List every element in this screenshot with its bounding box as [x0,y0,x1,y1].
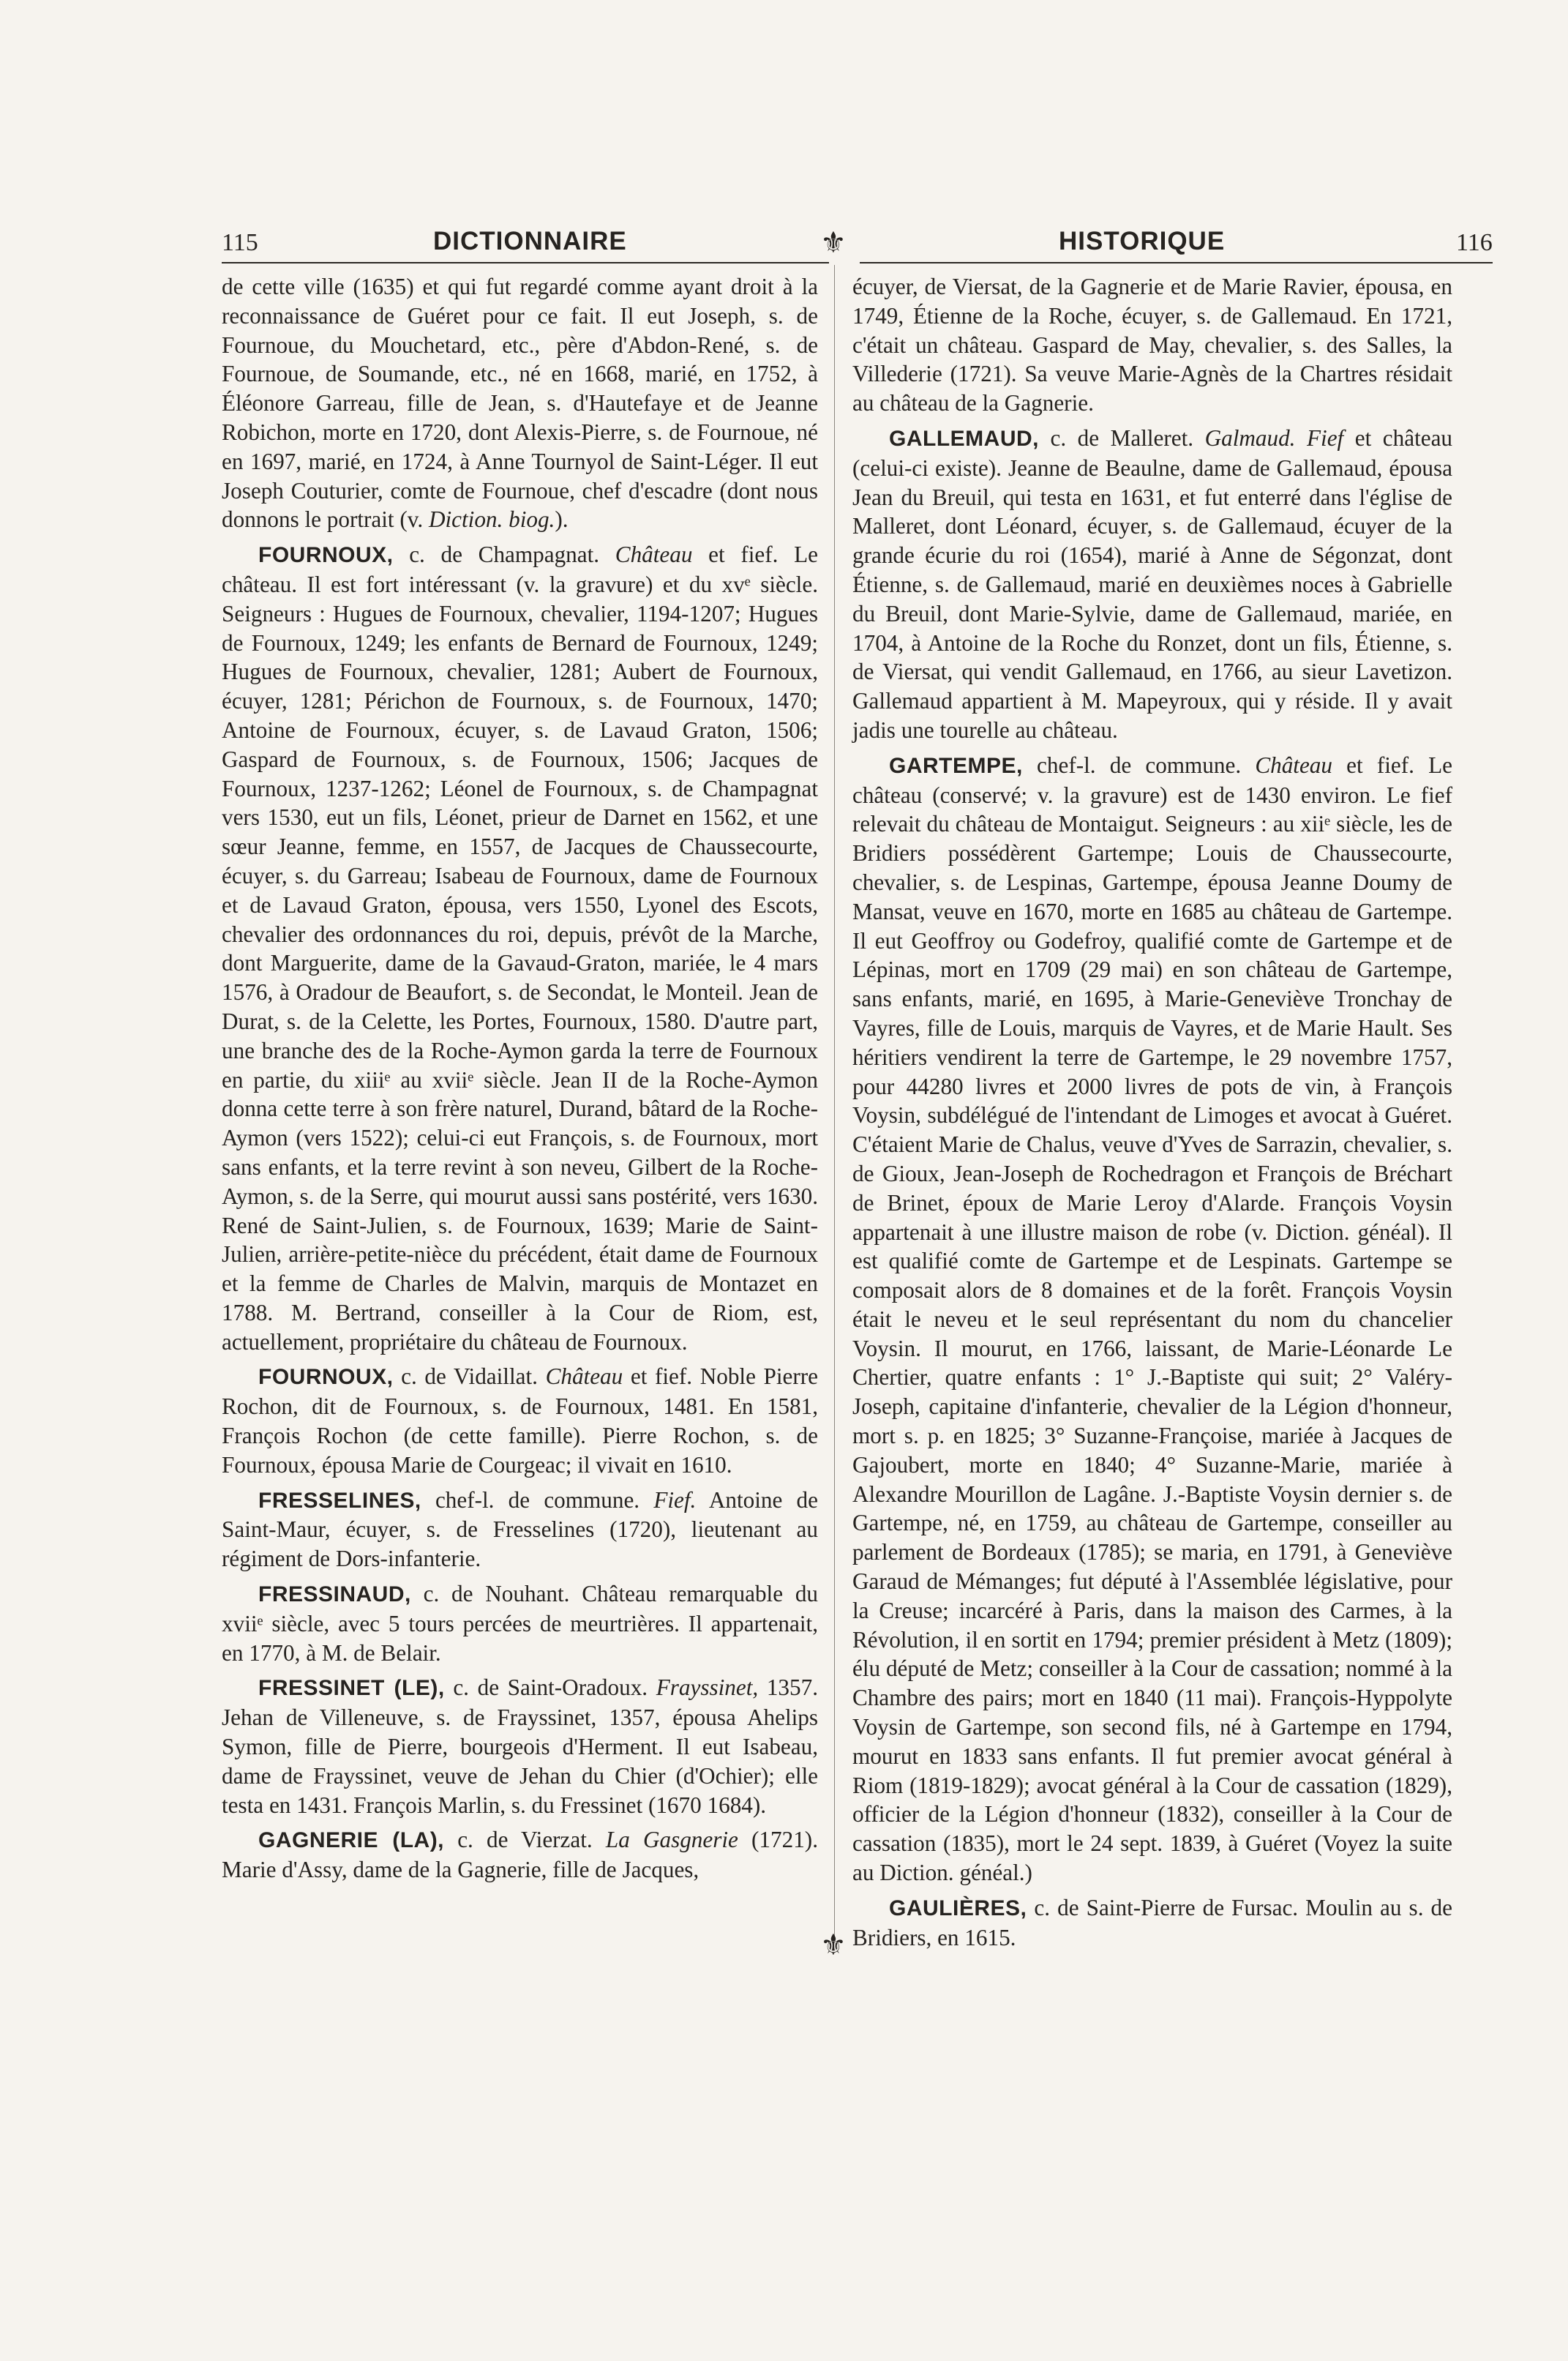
entry-text: chef-l. de commune. [435,1486,654,1513]
dictionary-entry [852,751,1452,1887]
entry-headword: FRESSINET (LE), [258,1676,445,1701]
dictionary-entry [222,540,818,1356]
entry-text-continued: ). [555,506,569,533]
entry-italic-term: Château [1255,752,1332,778]
dictionary-entry [852,424,1452,745]
entry-text-continued: et fief. Le château (conservé; v. la gravure) est de 1430 environ. Le fief relevait du château de Montaigut. Seigneurs : au xiiᵉ siècle, les de Bridiers possédèrent Gartempe; Louis de Chaussecourte, chevalier, s. de Lespinas, Gartempe, épousa Jeanne Doumy de Mansat, veuve en 1670, morte en 1685 au château de Gartempe. Il eut Geoffroy ou Godefroy, qualifié comte de Gartempe et de Lépinas, mort en 1709 (29 mai) en son château de Gartempe, sans enfants, marié, en 1695, à Marie-Geneviève Tronchay de Vayres, fille de Louis, marquis de Vayres, et de Marie Hault. Ses héritiers vendirent la terre de Gartempe, le 29 novembre 1757, pour 44280 livres et 2000 livres de pots de vin, à François Voysin, subdélégué de l'intendant de Limoges et avocat à Guéret. C'étaient Marie de Chalus, veuve d'Yves de Sarrazin, chevalier, s. de Gioux, Jean-Joseph de Rochedragon et François de Bréchart de Brinet, époux de Marie Leroy d'Alarde. François Voysin appartenait à une illustre maison de robe (v. Diction. généal). Il est qualifié comte de Gartempe et de Lespinats. Gartempe se composait alors de 8 domaines et de la forêt. François Voysin était le neveu et le seul représentant du nom du chancelier Voysin. Il mourut, en 1766, laissant, de Marie-Léonarde Le Chertier, quatre enfants : 1° J.-Baptiste qui suit; 2° Valéry-Joseph, capitaine d'infanterie, chevalier de la Légion d'honneur, mort s. p. en 1825; 3° Suzanne-Françoise, mariée à Jacques de Gajoubert, morte en 1840; 4° Suzanne-Marie, mariée à Alexandre Mourillon de Lagâne. J.-Baptiste Voysin dernier s. de Gartempe, né, en 1759, au château de Gartempe, conseiller au parlement de Bordeaux (1785); se maria, en 1791, à Geneviève Garaud de Mémanges; fut député à l'Assemblée législative, pour la Creuse; incarcéré à Paris, dans la maison des Carmes, à la Révolution, il en sortit en 1794; premier président à Metz (1809); élu député de Metz; conseiller à la Cour de cassation; nommé à la Chambre des pairs; mort en 1840 (11 mai). François-Hyppolyte Voysin de Gartempe, son second fils, né à Gartempe en 1794, mourut en 1833 sans enfants. Il fut premier avocat général à Riom (1819-1829); avocat général à la Cour de cassation (1829), officier de la Légion d'honneur (1832), conseiller à la Cour de cassation (1835), mort le 24 sept. 1839, à Guéret (Voyez la suite au Diction. généal.) [852,752,1453,1886]
entry-text: c. de Nouhant. Château remarquable du xviiᵉ siècle, avec 5 tours percées de meurtrières. Il appartenait, en 1770, à M. de Belair. [222,1581,819,1666]
entry-text: c. de Champagnat. [409,542,615,568]
entry-text: de cette ville (1635) et qui fut regardé comme ayant droit à la reconnaissance de Guéret pour ce fait. Il eut Joseph, s. de Fournoue, du Mouchetard, etc., père d'Abdon-René, s. de Fournoue, de Soumande, etc., né en 1668, marié, en 1752, à Éléonore Garreau, fille de Jean, s. d'Hautefaye et de Jeanne Robichon, morte en 1720, dont Alexis-Pierre, s. de Fournoue, né en 1697, marié, en 1724, à Anne Tournyol de Saint-Léger. Il eut Joseph Couturier, comte de Fournoue, chef d'escadre (dont nous donnons le portrait (v. [222,274,818,533]
entry-headword: GAGNERIE (LA), [258,1828,445,1853]
entry-headword: GAULIÈRES, [889,1896,1027,1920]
entry-text-continued: et fief. Le château. Il est fort intéressant (v. la gravure) et du xvᵉ siècle. Seigneurs : Hugues de Fournoux, chevalier, 1194-1207; Hugues de Fournoux, 1249; les enfants de Bernard de Fournoux, 1249; Hugues de Fournoux, chevalier, 1281; Aubert de Fournoux, écuyer, 1281; Périchon de Fournoux, s. de Fournoux, 1470; Antoine de Fournoux, écuyer, s. de Lavaud Graton, 1506; Gaspard de Fournoux, s. de Fournoux, 1506; Jacques de Fournoux, 1237-1262; Léonel de Fournoux, s. de Champagnat vers 1530, eut un fils, Léonet, prieur de Darnet en 1562, et une sœur Jeanne, femme, en 1557, de Jacques de Chaussecourte, écuyer, s. du Garreau; Isabeau de Fournoux, dame de Fournoux et de Lavaud Graton, épousa, vers 1550, Lyonel des Escots, chevalier des ordonnances du roi, depuis, prévôt de la Marche, dont Marguerite, dame de la Gavaud-Graton, mariée, le 4 mars 1576, à Oradour de Beaufort, s. de Secondat, le Monteil. Jean de Durat, s. de la Celette, les Portes, Fournoux, 1580. D'autre part, une branche des de la Roche-Aymon garda la terre de Fournoux en partie, du xiiiᵉ au xviiᵉ siècle. Jean II de la Roche-Aymon donna cette terre à son frère naturel, Durand, bâtard de la Roche-Aymon (vers 1522); celui-ci eut François, s. de Fournoux, mort sans enfants, et la terre revint à son neveu, Gilbert de la Roche-Aymon, s. de la Serre, qui mourut aussi sans postérité, vers 1630. René de Saint-Julien, s. de Fournoux, 1639; Marie de Saint-Julien, arrière-petite-nièce du précédent, était dame de Fournoux et la femme de Charles de Malvin, marquis de Montazet en 1788. M. Bertrand, conseiller à la Cour de Riom, est, actuellement, propriétaire du château de Fournoux. [222,542,818,1355]
column-divider [834,265,835,1941]
entry-italic-term: Château [545,1363,623,1390]
entry-continuation [852,272,1452,418]
entry-headword: FOURNOUX, [258,1365,394,1390]
entry-text: chef-l. de commune. [1037,752,1256,778]
running-title-right: HISTORIQUE [1059,227,1226,255]
header-rule-right [860,262,1493,263]
entry-text-continued: et château (celui-ci existe). Jeanne de Beaulne, dame de Gallemaud, épousa Jean du Breuil, qui testa en 1631, et fut enterré dans l'église de Malleret, dont Léonard, écuyer, s. de Gallemaud, écuyer de la grande écurie du roi (1654), marié à Anne de Ségonzat, dont Étienne, s. de Gallemaud, marié en deuxièmes noces à Gabrielle du Breuil, dont Marie-Sylvie, dame de Gallemaud, mariée, en 1704, à Antoine de la Roche du Ronzet, dont un fils, Étienne, s. de Viersat, qui vendit Gallemaud, en 1766, au sieur Lavetizon. Gallemaud appartient à M. Mapeyroux, qui y réside. Il y avait jadis une tourelle au château. [852,424,1453,743]
entry-italic-term: Château [615,542,693,568]
entry-text-continued: (1721). Marie d'Assy, dame de la Gagnerie, fille de Jacques, [222,1827,818,1883]
dictionary-entry [222,1579,818,1667]
entry-continuation [222,272,818,534]
dictionary-entry [222,1486,818,1574]
page-number-right: 116 [1456,229,1493,256]
entry-text-continued: Antoine de Saint-Maur, écuyer, s. de Fresselines (1720), lieutenant au régiment de Dors-infanterie. [222,1486,818,1572]
page-number-left: 115 [222,229,258,256]
fleur-de-lis-icon: ⚜ [820,226,847,259]
entry-italic-term: La Gasgnerie [605,1827,738,1853]
entry-headword: FRESSELINES, [258,1488,421,1513]
entry-italic-term: Diction. biog. [428,506,555,533]
fleur-de-lis-icon: ⚜ [820,1928,847,1961]
entry-italic-term: Galmaud. Fief [1204,424,1344,451]
dictionary-entry [222,1673,818,1819]
entry-headword: FRESSINAUD, [258,1582,411,1607]
entry-text-continued: 1357. Jehan de Villeneuve, s. de Frayssinet, 1357, épousa Ahelips Symon, fille de Pierre, bourgeois d'Herment. Il eut Isabeau, dame de Frayssinet, veuve de Jehan du Chier (d'Ochier); elle testa en 1431. François Marlin, s. du Fressinet (1670 1684). [222,1675,819,1818]
entry-text: c. de Vidaillat. [401,1363,546,1390]
entry-text: c. de Vierzat. [457,1827,606,1853]
entry-text: c. de Malleret. [1050,424,1205,451]
entry-text-continued: et fief. Noble Pierre Rochon, dit de Fournoux, s. de Fournoux, 1481. En 1581, François Rochon (de cette famille). Pierre Rochon, s. de Fournoux, épousa Marie de Courgeac; il vivait en 1610. [222,1363,819,1478]
entry-text: c. de Saint-Pierre de Fursac. Moulin au s. de Bridiers, en 1615. [852,1894,1452,1950]
header-rule-left [222,262,829,263]
dictionary-entry [222,1362,818,1479]
page-header [0,0,1568,293]
entry-italic-term: Fief. [653,1486,697,1513]
dictionary-entry [852,1893,1452,1953]
entry-headword: FOURNOUX, [258,543,394,568]
entry-headword: GALLEMAUD, [889,426,1039,451]
dictionary-entry [222,1825,818,1885]
entry-text: écuyer, de Viersat, de la Gagnerie et de Marie Ravier, épousa, en 1749, Étienne de la Roche, écuyer, s. de Gallemaud. En 1721, c'était un château. Gaspard de May, chevalier, s. des Salles, la Villederie (1721). Sa veuve Marie-Agnès de la Chartres résidait au château de la Gagnerie. [852,274,1452,416]
right-column [852,272,1452,1958]
entry-italic-term: Frayssinet, [656,1675,759,1701]
entry-headword: GARTEMPE, [889,753,1023,778]
running-title-left: DICTIONNAIRE [433,227,627,255]
entry-text: c. de Saint-Oradoux. [453,1675,656,1701]
left-column [222,272,818,1890]
